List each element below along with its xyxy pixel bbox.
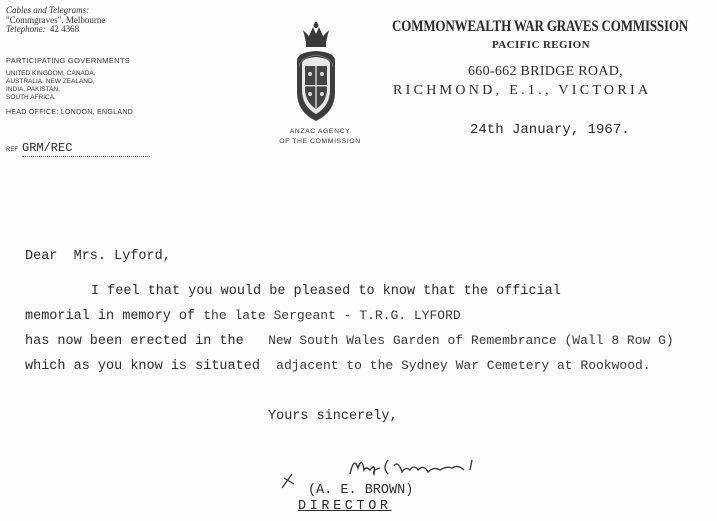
body-line-4 [25,358,651,374]
body-line-1: I feel that you would be pleased to know that the official [91,284,561,299]
royal-coat-of-arms-icon [286,22,346,124]
inserted-cemetery: adjacent to the Sydney War Cemetery at Rookwood. [276,358,651,373]
body-text: memorial in memory of [25,309,196,324]
address-line-1: 660-662 BRIDGE ROAD, [468,64,623,79]
participating-title: PARTICIPATING GOVERNMENTS [6,56,131,65]
inserted-location: New South Wales Garden of Remembrance (Wall 8 Row G) [268,333,674,348]
participating-line: UNITED KINGDOM, CANADA, [6,69,96,77]
body-text: has now been erected in the [25,334,244,349]
telephone-label: Telephone: [6,24,46,34]
coat-of-arms [286,22,346,129]
ref-label: REF [6,147,18,153]
head-office: HEAD OFFICE: LONDON, ENGLAND [6,109,134,116]
telephone-value: 42 4368 [49,24,80,34]
letter-date: 24th January, 1967. [470,122,630,138]
participating-line: INDIA, PAKISTAN, [6,85,60,93]
region-name: PACIFIC REGION [492,39,590,51]
salutation-word: Dear [25,249,58,264]
participating-line: AUSTRALIA, NEW ZEALAND, [6,77,95,85]
body-line-2 [25,308,461,324]
body-text: which as you know is situated [25,359,260,374]
body-line-3 [25,333,674,349]
crest-caption-line: ANZAC AGENCY [289,128,351,135]
crest-caption-line: OF THE COMMISSION [279,138,361,145]
participating-block [6,56,130,102]
participating-line: SOUTH AFRICA. [6,93,56,101]
inserted-name: the late Sergeant - T.R.G. LYFORD [203,308,461,323]
cables-label: Cables and Telegrams: [6,5,90,15]
address-line-2: RICHMOND, E.1., VICTORIA [393,83,652,98]
closing: Yours sincerely, [268,409,398,424]
organization-name: COMMONWEALTH WAR GRAVES COMMISSION [392,18,689,35]
crest-caption [272,128,368,145]
recipient-name: Mrs. Lyford, [73,249,171,264]
reference-line [6,138,154,157]
signer-title: DIRECTOR [298,499,392,514]
ref-value: GRM/REC [22,141,73,155]
salutation [25,249,171,264]
cables-block [6,6,105,35]
cables-value: "Commgraves", Melbourne [6,14,106,25]
signer-name: (A. E. BROWN) [308,483,414,498]
